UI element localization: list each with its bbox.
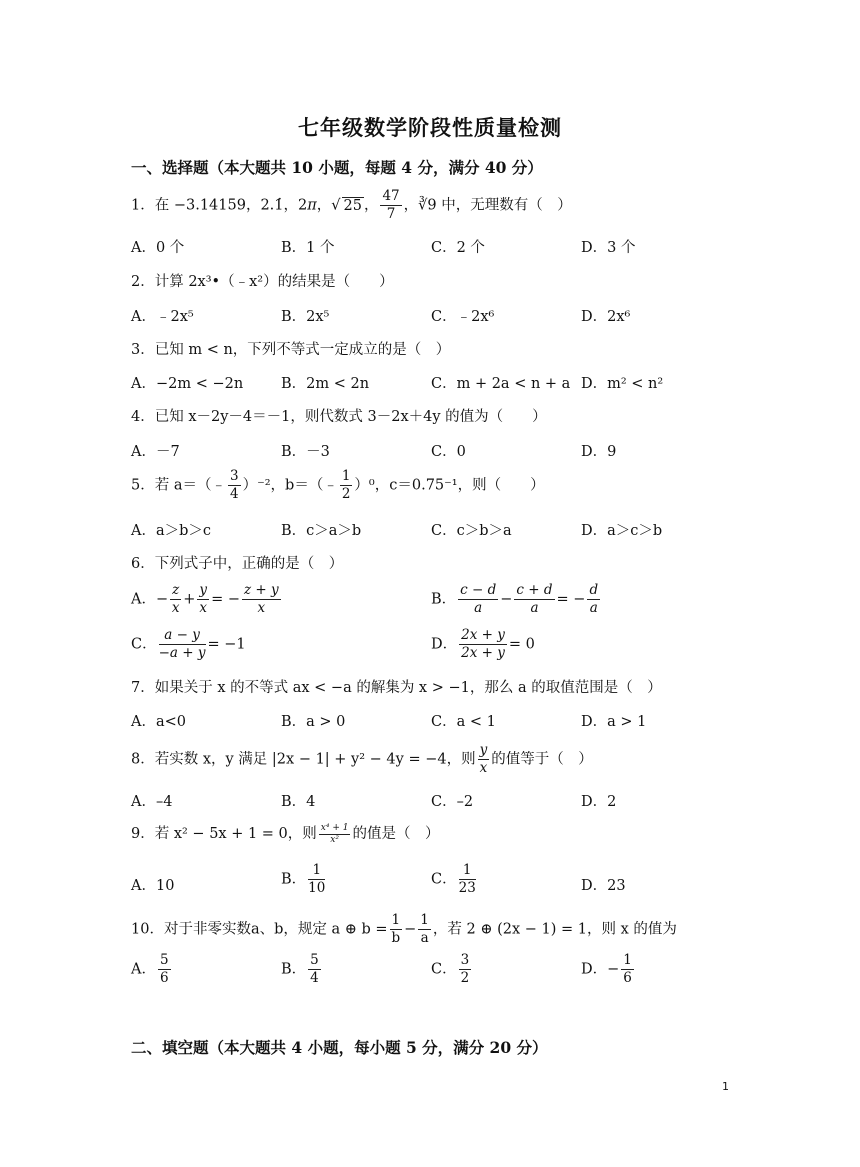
q6-option-c[interactable]: C． $\frac{a - y}{-a + y}$ = −1 — [131, 627, 246, 661]
q1-stem-a: 1．在 −3.14159，2. — [131, 197, 275, 214]
question-1 — [131, 188, 572, 223]
q8-stem-a: 8．若实数 x，y 满足 |2x − 1| + y² − 4y = −4，则 — [131, 751, 476, 768]
q5-option-c[interactable]: C．c＞b＞a — [431, 523, 512, 539]
page-title: 七年级数学阶段性质量检测 — [298, 115, 562, 140]
q4-option-a[interactable]: A．－7 — [131, 444, 180, 460]
q10-option-b[interactable]: B． $\frac{5}{4}$ — [281, 952, 319, 986]
q10-option-d[interactable]: D．− $\frac{1}{6}$ — [581, 952, 632, 986]
q1-option-c[interactable]: C．2 个 — [431, 240, 485, 256]
q9-option-b[interactable]: B． $\frac{1}{10}$ — [281, 862, 326, 896]
question-7: 7．如果关于 x 的不等式 ax < −a 的解集为 x > −1，那么 a 的取值范围是（ ） — [131, 680, 662, 696]
q4-option-d[interactable]: D．9 — [581, 444, 617, 460]
q10-option-c[interactable]: C． $\frac{3}{2}$ — [431, 952, 470, 986]
q1-option-a[interactable]: A．0 个 — [131, 240, 185, 256]
q2-option-d[interactable]: D．2x⁶ — [581, 309, 631, 325]
q5-fraction-b: $\frac{1}{2}$ — [341, 468, 351, 502]
question-6: 6．下列式子中，正确的是（ ） — [131, 556, 344, 572]
question-10 — [131, 912, 677, 947]
q6-option-b[interactable]: B． $\frac{c - d}{a}$ − $\frac{c + d}{a}$ = − $\frac{d}{a}$ — [431, 582, 599, 616]
question-8 — [131, 742, 593, 777]
q10-stem-a: 10．对于非零实数a、b，规定 a ⊕ b = — [131, 921, 388, 938]
q10-stem-b: ，若 2 ⊕ (2x − 1) = 1，则 x 的值为 — [432, 921, 677, 938]
q7-option-b[interactable]: B．a > 0 — [281, 714, 346, 730]
q10-minus: − — [404, 921, 417, 938]
q9-option-c[interactable]: C． $\frac{1}{23}$ — [431, 862, 476, 896]
q1-stem-b: 1̇，2 — [274, 197, 308, 214]
q9-stem-b: 的值是（ ） — [352, 826, 440, 842]
q7-option-a[interactable]: A．a<0 — [131, 714, 186, 730]
q1-stem-c: ，√ — [316, 197, 341, 214]
q1-root-body: 25 — [343, 197, 362, 214]
q5-option-b[interactable]: B．c＞a＞b — [281, 523, 362, 539]
q10-fraction-b: $\frac{1}{a}$ — [420, 912, 429, 946]
question-9 — [131, 822, 439, 846]
q7-option-d[interactable]: D．a > 1 — [581, 714, 647, 730]
q8-option-c[interactable]: C．–2 — [431, 794, 474, 810]
section-heading-fill-in: 二、填空题（本大题共 4 小题，每小题 5 分，满分 20 分） — [131, 1038, 548, 1057]
page-number: 1 — [722, 1080, 729, 1093]
q2-option-b[interactable]: B．2x⁵ — [281, 309, 330, 325]
q10-fraction-a: $\frac{1}{b}$ — [391, 912, 401, 946]
q8-option-d[interactable]: D．2 — [581, 794, 617, 810]
q1-stem-e: ，∛9 中，无理数有（ ） — [403, 197, 572, 214]
q1-pi: π — [307, 197, 317, 214]
q5-fraction-a: $\frac{3}{4}$ — [229, 468, 239, 502]
q9-fraction: $\frac{\text{x⁴ + 1}}{\text{x²}}$ — [320, 822, 349, 845]
q3-option-c[interactable]: C．m + 2a < n + a — [431, 376, 571, 392]
q8-stem-b: 的值等于（ ） — [491, 751, 593, 768]
q2-option-a[interactable]: A．﹣2x⁵ — [131, 309, 194, 325]
q4-option-c[interactable]: C．0 — [431, 444, 466, 460]
q8-fraction: $\frac{y}{x}$ — [479, 742, 488, 776]
q10-option-a[interactable]: A． $\frac{5}{6}$ — [131, 952, 169, 986]
q5-stem-b: ）⁻²，b＝（﹣ — [242, 477, 338, 494]
q1-option-d[interactable]: D．3 个 — [581, 240, 636, 256]
q8-option-a[interactable]: A．–4 — [131, 794, 173, 810]
q9-stem-a: 9．若 x² − 5x + 1 = 0，则 — [131, 826, 317, 842]
q2-option-c[interactable]: C．﹣2x⁶ — [431, 309, 495, 325]
section-heading-choice: 一、选择题（本大题共 10 小题，每题 4 分，满分 40 分） — [131, 158, 543, 177]
q3-option-d[interactable]: D．m² < n² — [581, 376, 664, 392]
question-4: 4．已知 x－2y－4＝－1，则代数式 3－2x＋4y 的值为（ ） — [131, 409, 547, 425]
question-2: 2．计算 2x³•（﹣x²）的结果是（ ） — [131, 274, 394, 290]
q3-option-b[interactable]: B．2m < 2n — [281, 376, 370, 392]
q9-option-d[interactable]: D．23 — [581, 878, 626, 894]
q4-option-b[interactable]: B．－3 — [281, 444, 330, 460]
q3-option-a[interactable]: A．−2m < −2n — [131, 376, 244, 392]
q1-option-b[interactable]: B．1 个 — [281, 240, 335, 256]
q5-option-a[interactable]: A．a＞b＞c — [131, 523, 212, 539]
q5-option-d[interactable]: D．a＞c＞b — [581, 523, 663, 539]
q6-option-d[interactable]: D． $\frac{2x + y}{2x + y}$ = 0 — [431, 627, 535, 661]
q5-stem-a: 5．若 a＝（﹣ — [131, 477, 226, 494]
question-5 — [131, 468, 545, 503]
question-3: 3．已知 m < n，下列不等式一定成立的是（ ） — [131, 342, 451, 358]
q9-option-a[interactable]: A．10 — [131, 878, 175, 894]
q5-stem-c: ）⁰，c＝0.75⁻¹，则（ ） — [354, 477, 545, 494]
q6-option-a[interactable]: A．− $\frac{z}{x}$ + $\frac{y}{x}$ = − $\frac{z + y}{x}$ — [131, 582, 279, 616]
q1-fraction: $\frac{47}{7}$ — [382, 188, 400, 222]
q7-option-c[interactable]: C．a < 1 — [431, 714, 496, 730]
q1-stem-d: ， — [363, 197, 379, 214]
q8-option-b[interactable]: B．4 — [281, 794, 316, 810]
